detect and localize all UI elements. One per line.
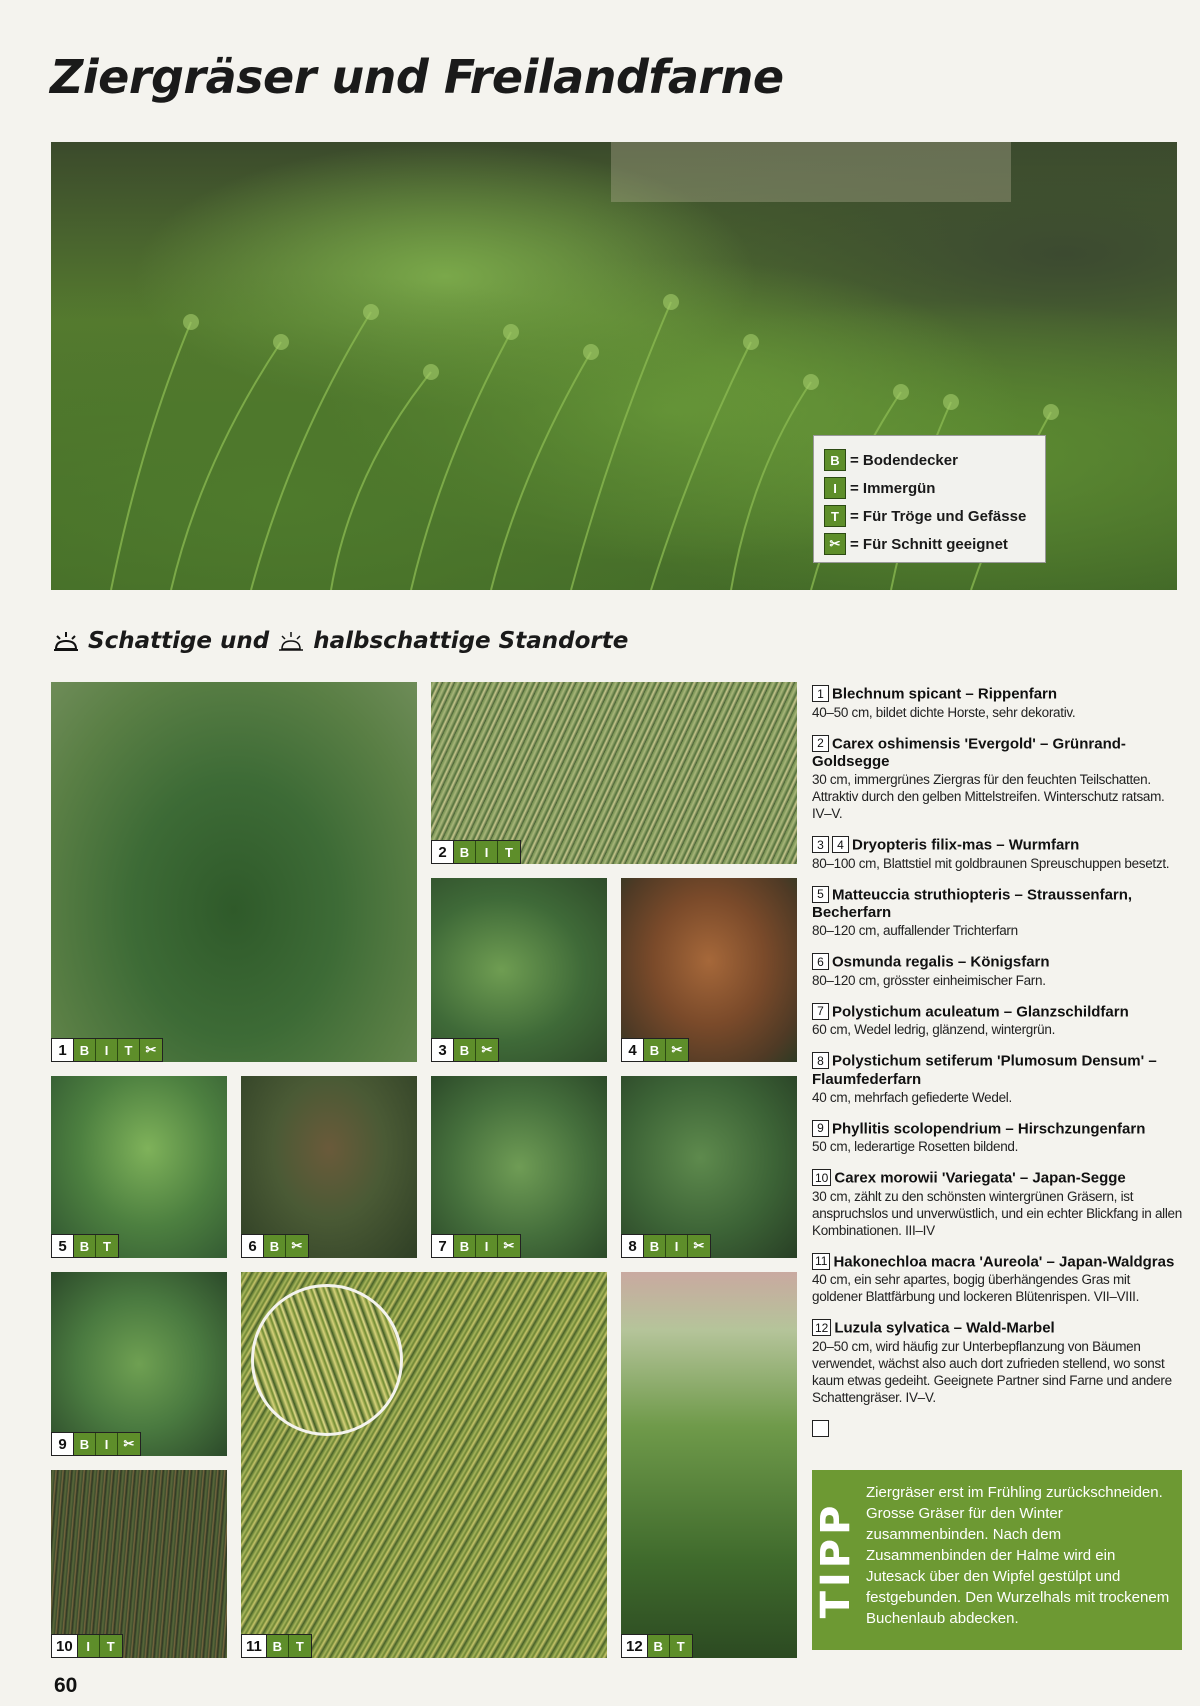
legend-row-troege (824, 502, 1035, 530)
tag-code: I (666, 1235, 688, 1257)
tag-code: B (644, 1235, 666, 1257)
entry-description: 80–120 cm, grösster einheimischer Farn. (812, 972, 1046, 988)
photo-11 (241, 1272, 607, 1658)
photo-number: 6 (242, 1235, 264, 1257)
photo-tag-5 (51, 1234, 119, 1258)
entry-description: 30 cm, zählt zu den schönsten wintergrünen Gräsern, ist anspruchslos und unverwüstlich, und ein echter Blickfang in allen Kombinationen. III–IV (812, 1188, 1182, 1238)
tag-code: T (118, 1039, 140, 1061)
photo-tag-12 (621, 1634, 693, 1658)
entry-title-text: Phyllitis scolopendrium – Hirschzungenfarn (832, 1120, 1146, 1137)
entry-title (812, 953, 1182, 972)
photo-tag-3 (431, 1038, 499, 1062)
scissors-icon: ✂ (118, 1433, 140, 1455)
entry-title (812, 1120, 1182, 1139)
tag-code: B (264, 1235, 286, 1257)
tag-code: I (476, 1235, 498, 1257)
entry-title (812, 1319, 1182, 1338)
entry-number: 2 (812, 735, 829, 752)
photo-tag-7 (431, 1234, 521, 1258)
plant-entry (812, 1319, 1182, 1406)
entry-title (812, 836, 1182, 855)
section-heading-part1: Schattige und (88, 628, 270, 654)
scissors-icon: ✂ (498, 1235, 520, 1257)
scissors-icon: ✂ (824, 533, 846, 555)
page-number: 60 (54, 1674, 78, 1697)
entry-number: 8 (812, 1052, 829, 1069)
tag-code: I (96, 1039, 118, 1061)
scissors-icon: ✂ (688, 1235, 710, 1257)
tag-code: B (454, 1235, 476, 1257)
tag-code: T (100, 1635, 122, 1657)
hero-fern-photo (51, 142, 1177, 590)
entry-title-text: Matteuccia struthiopteris – Straussenfarn, Becherfarn (812, 886, 1133, 921)
legend-key: T (824, 505, 846, 527)
section-heading-part2: halbschattige Standorte (313, 628, 629, 654)
plant-entry (812, 836, 1182, 872)
legend-label: = Für Tröge und Gefässe (850, 507, 1027, 525)
tag-code: I (476, 841, 498, 863)
entry-number: 9 (812, 1120, 829, 1137)
photo-7 (431, 1076, 607, 1258)
entry-number: 7 (812, 1003, 829, 1020)
entry-description: 20–50 cm, wird häufig zur Unterbepflanzung von Bäumen verwendet, wächst also auch dort zufrieden stellend, wo sonst kaum etwas gedeiht. Geeignete Partner sind Farne und andere Schattengräser. IV–V. (812, 1338, 1172, 1405)
entry-number: 1 (812, 685, 829, 702)
entry-title (812, 886, 1182, 923)
photo-number: 11 (242, 1635, 267, 1657)
entry-title-text: Carex oshimensis 'Evergold' – Grünrand-Goldsegge (812, 735, 1126, 770)
tag-code: B (74, 1039, 96, 1061)
plant-entries (812, 685, 1182, 1457)
entry-title (812, 685, 1182, 704)
plant-entry (812, 1420, 1182, 1443)
tag-code: B (648, 1635, 670, 1657)
plant-entry (812, 1120, 1182, 1156)
tag-code: I (96, 1433, 118, 1455)
plant-entry (812, 685, 1182, 721)
entry-title-text: Dryopteris filix-mas – Wurmfarn (852, 836, 1080, 854)
entry-number: 6 (812, 953, 829, 970)
tipp-label-text: TIPP (813, 1501, 859, 1619)
tag-code: T (289, 1635, 311, 1657)
entry-title-text: Carex morowii 'Variegata' – Japan-Segge (834, 1169, 1126, 1187)
entry-number: 3 (812, 836, 829, 853)
entry-description: 80–100 cm, Blattstiel mit goldbraunen Spreuschuppen besetzt. (812, 855, 1170, 871)
photo-5 (51, 1076, 227, 1258)
plant-entry (812, 1003, 1182, 1039)
photo-11-detail-inset (251, 1284, 403, 1436)
photo-number: 7 (432, 1235, 454, 1257)
photo-number: 4 (622, 1039, 644, 1061)
tag-code: T (498, 841, 520, 863)
photo-number: 3 (432, 1039, 454, 1061)
tag-code: B (267, 1635, 289, 1657)
entry-number: 11 (812, 1253, 830, 1270)
legend-row-immergruen (824, 474, 1035, 502)
section-heading (52, 628, 628, 654)
legend-row-schnitt (824, 530, 1035, 558)
legend-label: = Für Schnitt geeignet (850, 535, 1008, 553)
photo-number: 12 (622, 1635, 648, 1657)
tag-code: I (78, 1635, 100, 1657)
photo-1 (51, 682, 417, 1062)
tag-code: B (74, 1235, 96, 1257)
legend-key: I (824, 477, 846, 499)
entry-number: 5 (812, 886, 829, 903)
scissors-icon: ✂ (286, 1235, 308, 1257)
entry-description: 80–120 cm, auffallender Trichterfarn (812, 923, 1018, 938)
half-shade-sun-icon (277, 629, 305, 653)
photo-10 (51, 1470, 227, 1658)
entry-title (812, 1052, 1182, 1089)
entry-description: 40–50 cm, bildet dichte Horste, sehr dekorativ. (812, 704, 1076, 720)
photo-tag-10 (51, 1634, 123, 1658)
entry-title-text: Osmunda regalis – Königsfarn (832, 953, 1050, 971)
photo-9 (51, 1272, 227, 1456)
entry-number: 12 (812, 1319, 831, 1336)
entry-description: 50 cm, lederartige Rosetten bildend. (812, 1139, 1019, 1154)
photo-2 (431, 682, 797, 864)
entry-title (812, 1003, 1182, 1022)
legend-row-bodendecker (824, 446, 1035, 474)
page-title: Ziergräser und Freilandfarne (50, 50, 784, 104)
plant-entry (812, 1169, 1182, 1239)
tipp-text: Ziergräser erst im Frühling zurückschneiden. Grosse Gräser für den Winter zusammenbinden. Nach dem Zusammenbinden der Halme wird ein Jutesack über den Wipfel gestülpt und festgebunden. Den Wurzelhals mit trockenem Buchenlaub abdecken. (866, 1484, 1170, 1627)
photo-tag-4 (621, 1038, 689, 1062)
legend-key: B (824, 449, 846, 471)
photo-6 (241, 1076, 417, 1258)
photo-tag-1 (51, 1038, 163, 1062)
legend-label: = Immergün (850, 479, 936, 497)
photo-number: 5 (52, 1235, 74, 1257)
photo-3 (431, 878, 607, 1062)
tag-code: B (644, 1039, 666, 1061)
tag-code: B (454, 841, 476, 863)
photo-4 (621, 878, 797, 1062)
entry-description: 40 cm, ein sehr apartes, bogig überhängendes Gras mit goldener Blattfärbung und lockeren Blütenrispen. VII–VIII. (812, 1272, 1140, 1304)
photo-tag-11 (241, 1634, 312, 1658)
photo-tag-6 (241, 1234, 309, 1258)
photo-tag-8 (621, 1234, 711, 1258)
tag-code: T (96, 1235, 118, 1257)
tag-code: B (74, 1433, 96, 1455)
shade-sun-icon (52, 629, 80, 653)
tag-code: T (670, 1635, 692, 1657)
entry-title-text: Blechnum spicant – Rippenfarn (832, 685, 1058, 703)
legend-label: = Bodendecker (850, 451, 958, 469)
entry-description: 60 cm, Wedel ledrig, glänzend, wintergrün. (812, 1022, 1056, 1037)
plant-entry (812, 1052, 1182, 1106)
tipp-box (812, 1470, 1182, 1650)
plant-entry (812, 886, 1182, 940)
entry-description: 30 cm, immergrünes Ziergras für den feuchten Teilschatten. Attraktiv durch den gelben Mittelstreifen. Winterschutz ratsam. IV–V. (812, 772, 1165, 821)
entry-number: 10 (812, 1169, 831, 1186)
entry-title-text: Luzula sylvatica – Wald-Marbel (834, 1319, 1055, 1337)
photo-number: 2 (432, 841, 454, 863)
entry-title-text: Polystichum setiferum 'Plumosum Densum' – Flaumfederfarn (812, 1052, 1157, 1088)
scissors-icon: ✂ (476, 1039, 498, 1061)
plant-entry (812, 953, 1182, 989)
photo-number: 1 (52, 1039, 74, 1061)
entry-title-text: Hakonechloa macra 'Aureola' – Japan-Waldgras (833, 1253, 1175, 1270)
entry-description: 40 cm, mehrfach gefiederte Wedel. (812, 1089, 1012, 1105)
photo-8 (621, 1076, 797, 1258)
tag-code: B (454, 1039, 476, 1061)
photo-12 (621, 1272, 797, 1658)
tipp-label (812, 1470, 860, 1650)
photo-tag-2 (431, 840, 521, 864)
entry-title (812, 1169, 1182, 1188)
entry-title (812, 1253, 1182, 1272)
legend-box (813, 435, 1046, 563)
photo-number: 9 (52, 1433, 74, 1455)
entry-title (812, 1420, 1182, 1443)
photo-number: 10 (52, 1635, 78, 1657)
scissors-icon: ✂ (666, 1039, 688, 1061)
photo-number: 8 (622, 1235, 644, 1257)
entry-title (812, 735, 1182, 772)
scissors-icon: ✂ (140, 1039, 162, 1061)
entry-number (812, 1420, 829, 1437)
plant-entry (812, 735, 1182, 823)
plant-entry (812, 1253, 1182, 1306)
entry-title-text: Polystichum aculeatum – Glanzschildfarn (832, 1003, 1129, 1020)
entry-number: 4 (832, 836, 849, 853)
photo-tag-9 (51, 1432, 141, 1456)
